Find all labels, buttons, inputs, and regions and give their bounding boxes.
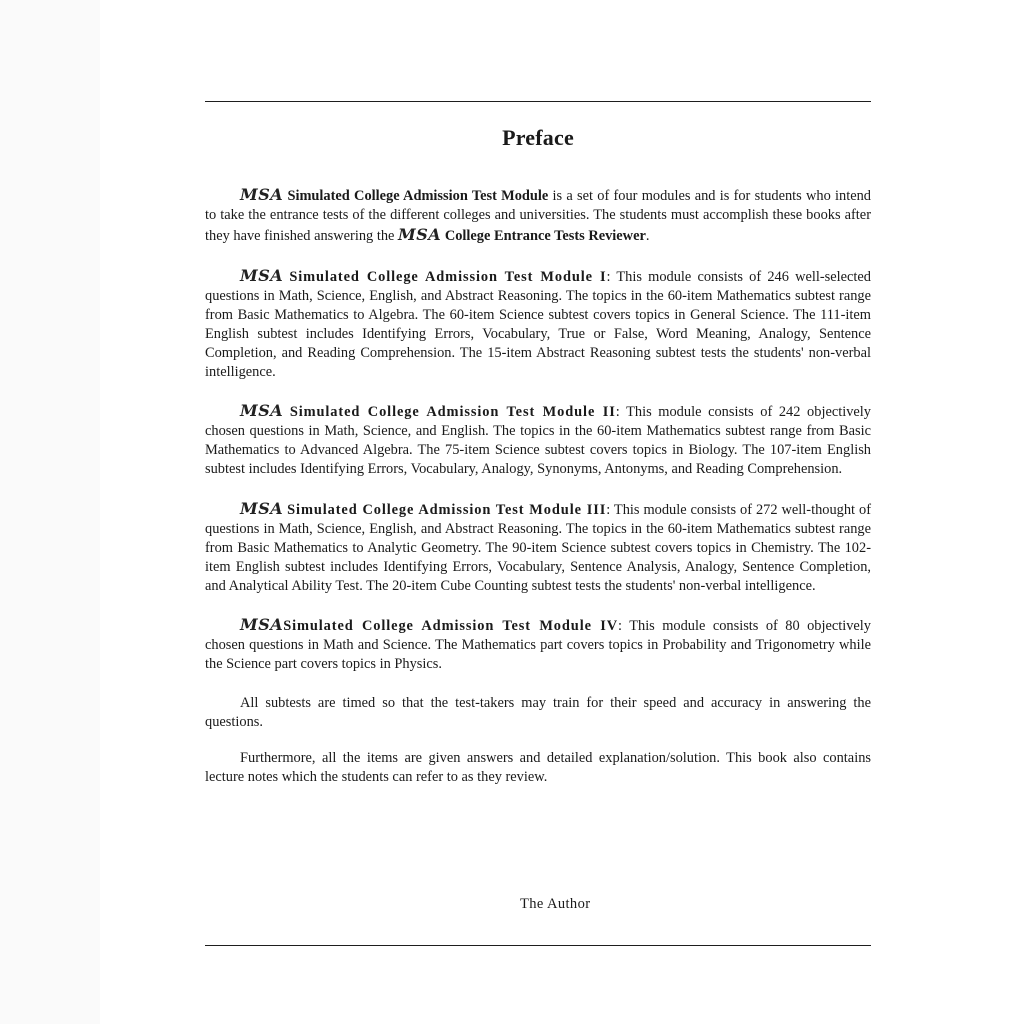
module-3-name: Simulated College Admission Test Module III bbox=[287, 501, 607, 518]
module-4-paragraph bbox=[205, 615, 871, 674]
paragraph-tail: . bbox=[645, 228, 650, 244]
paragraph-text: is a set of four modules and is for students who intend to take the entrance tests of the different colleges and universities. The students must accomplish these books after they have finished answering the bbox=[205, 188, 872, 244]
preface-body bbox=[205, 185, 871, 806]
msa-logo: MSA bbox=[240, 401, 284, 420]
reviewer-name: College Entrance Tests Reviewer bbox=[444, 228, 646, 244]
page-margin-shade bbox=[0, 0, 100, 1024]
module-4-name: Simulated College Admission Test Module IV bbox=[283, 618, 619, 634]
preface-page bbox=[205, 0, 871, 1024]
paragraph-text: : This module consists of 80 objectively chosen questions in Math and Science. The Mathematics part covers topics in Probability and Trigonometry while the Science part covers topics in Physics. bbox=[205, 618, 872, 672]
module-1-paragraph bbox=[205, 266, 871, 382]
paragraph-text: : This module consists of 242 objectively chosen questions in Math, Science, and English. The topics in the 60-item Mathematics subtest range from Basic Mathematics to Advanced Algebra. The 75-item Science subtest covers topics in Biology. The 107-item English subtest includes Identifying Errors, Vocabulary, Analogy, Synonyms, Antonyms, and Reading Comprehension. bbox=[205, 404, 871, 477]
module-2-paragraph bbox=[205, 401, 871, 479]
paragraph-text: : This module consists of 272 well-thought of questions in Math, Science, English, and Abstract Reasoning. The topics in the 60-item Mathematics subtest range from Basic Mathematics to Analytic Geometry. The 90-item Science subtest covers topics in Chemistry. The 102-item English subtest includes Identifying Errors, Vocabulary, Sentence Analysis, Analogy, Sentence Completion, and Analytical Ability Test. The 20-item Cube Counting subtest tests the students' non-verbal intelligence. bbox=[205, 501, 871, 594]
timing-paragraph: All subtests are timed so that the test-takers may train for their speed and accuracy in answering the questions. bbox=[205, 694, 871, 730]
module-series-name: Simulated College Admission Test Module bbox=[287, 188, 549, 204]
paragraph-text: : This module consists of 246 well-selected questions in Math, Science, English, and Abstract Reasoning. The topics in the 60-item Mathematics subtest range from Basic Mathematics to Algebra. The 60-item Science subtest covers topics in General Science. The 111-item English subtest includes Identifying Errors, Vocabulary, True or False, Word Meaning, Analogy, Sentence Completion, and Reading Comprehension. The 15-item Abstract Reasoning subtest tests the students' non-verbal intelligence. bbox=[205, 268, 871, 380]
msa-logo: MSA bbox=[240, 615, 284, 634]
msa-logo: MSA bbox=[240, 185, 284, 204]
module-3-paragraph bbox=[205, 499, 871, 596]
answers-paragraph: Furthermore, all the items are given answers and detailed explanation/solution. This book also contains lecture notes which the students can refer to as they review. bbox=[205, 749, 871, 785]
module-2-name: Simulated College Admission Test Module II bbox=[289, 404, 616, 420]
intro-paragraph bbox=[205, 185, 871, 246]
bottom-rule bbox=[205, 945, 871, 946]
msa-logo: MSA bbox=[240, 498, 284, 518]
module-1-name: Simulated College Admission Test Module I bbox=[289, 268, 607, 285]
author-signature: The Author bbox=[520, 896, 591, 912]
page-title: Preface bbox=[502, 125, 574, 150]
top-rule bbox=[205, 101, 871, 102]
msa-logo: MSA bbox=[398, 225, 442, 244]
msa-logo: MSA bbox=[240, 265, 284, 285]
